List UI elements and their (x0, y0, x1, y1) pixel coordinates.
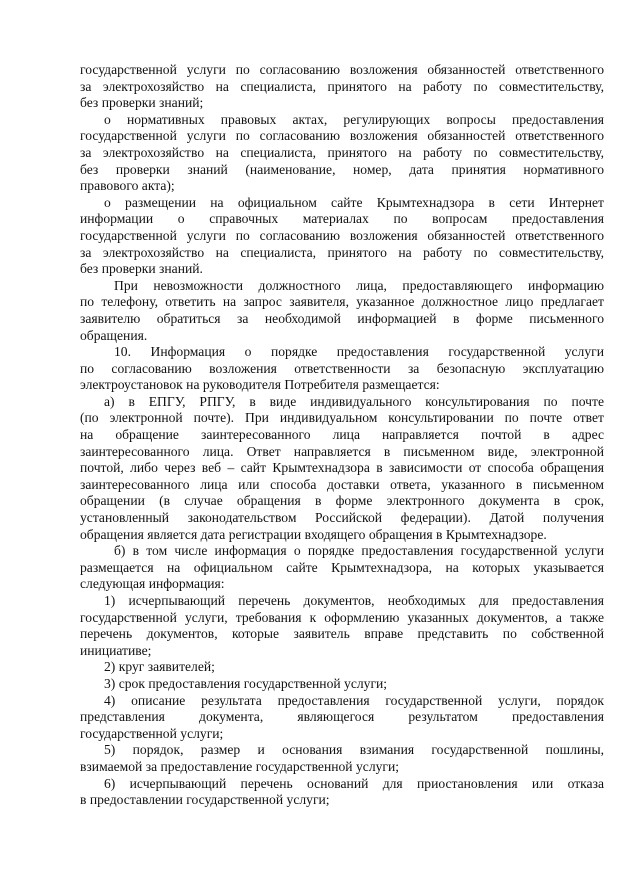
paragraph (80, 676, 604, 693)
text-line: обращения. (80, 327, 148, 343)
text-line: государственной услуги по согласованию возложения обязанностей ответственного (80, 227, 604, 243)
text-line: следующая информация: (80, 576, 225, 592)
text-line: обращения является дата регистрации входящего обращения в Крымтехнадзоре. (80, 526, 547, 542)
paragraph (80, 659, 604, 676)
text-line: за электрохозяйство на специалиста, принятого на работу по совместительству, (80, 78, 604, 94)
text-line: заявителю обратиться за необходимой информацией в форме письменного (80, 310, 604, 326)
text-line: без проверки знаний. (80, 261, 203, 277)
text-line: 10. Информация о порядке предоставления государственной услуги (114, 344, 604, 360)
text-line: 2) круг заявителей; (104, 659, 215, 675)
text-line: за электрохозяйство на специалиста, принятого на работу по совместительству, (80, 244, 604, 260)
text-line: в предоставлении государственной услуги; (80, 792, 330, 808)
text-line: по согласованию возложения ответственности за безопасную эксплуатацию (80, 360, 604, 376)
document-page (80, 62, 604, 809)
text-line: инициативе; (80, 642, 152, 658)
text-line: взимаемой за предоставление государственной услуги; (80, 758, 400, 774)
text-line: на обращение заинтересованного лица направляется почтой в адрес (80, 427, 604, 443)
paragraph (80, 112, 604, 195)
paragraph (80, 394, 604, 543)
text-line: (по электронной почте). При индивидуальном консультировании по почте ответ (80, 410, 604, 426)
text-line: б) в том числе информация о порядке предоставления государственной услуги (114, 543, 604, 559)
paragraph (80, 693, 604, 743)
text-line: за электрохозяйство на специалиста, принятого на работу по совместительству, (80, 144, 604, 160)
text-line: без проверки знаний; (80, 95, 204, 111)
text-line: по телефону, ответить на запрос заявителя, указанное должностное лицо предлагает (80, 294, 604, 310)
text-line: государственной услуги; (80, 725, 224, 741)
text-line: размещается на официальном сайте Крымтехнадзора, на которых указывается (80, 559, 604, 575)
text-line: почтой, либо через веб – сайт Крымтехнадзора в зависимости от способа обращения (80, 460, 604, 476)
text-line: правового акта); (80, 178, 175, 194)
paragraph (80, 543, 604, 593)
text-line: установленный законодательством Российской федерации). Датой получения (80, 510, 604, 526)
text-line: заинтересованного лица. Ответ направляется в письменном виде, электронной (80, 443, 604, 459)
text-line: государственной услуги, требования к оформлению указанных документов, а также (80, 609, 604, 625)
text-line: обращении (в случае обращения в форме электронного документа в срок, (80, 493, 604, 509)
paragraph (80, 776, 604, 809)
paragraph (80, 62, 604, 112)
text-line: а) в ЕПГУ, РПГУ, в виде индивидуального консультирования по почте (104, 393, 604, 409)
text-line: электроустановок на руководителя Потребителя размещается: (80, 377, 440, 393)
text-line: 6) исчерпывающий перечень оснований для приостановления или отказа (104, 775, 604, 791)
text-line: 1) исчерпывающий перечень документов, необходимых для предоставления (104, 593, 604, 608)
text-line: представления документа, являющегося результатом предоставления (80, 709, 604, 725)
paragraph (80, 195, 604, 278)
paragraph (80, 742, 604, 775)
text-line: информации о справочных материалах по вопросам предоставления (80, 211, 604, 227)
paragraph (80, 278, 604, 344)
text-line: государственной услуги по согласованию возложения обязанностей ответственного (80, 128, 604, 144)
text-line: о нормативных правовых актах, регулирующих вопросы предоставления (104, 111, 604, 127)
text-line: государственной услуги по согласованию возложения обязанностей ответственного (80, 62, 604, 77)
text-line: о размещении на официальном сайте Крымтехнадзора в сети Интернет (104, 194, 604, 210)
text-line: без проверки знаний (наименование, номер, дата принятия нормативного (80, 161, 604, 177)
paragraph (80, 593, 604, 659)
text-line: заинтересованного лица или способа доставки ответа, указанного в письменном (80, 476, 604, 492)
text-line: При невозможности должностного лица, предоставляющего информацию (114, 277, 604, 293)
paragraph (80, 344, 604, 394)
text-line: 3) срок предоставления государственной услуги; (104, 675, 388, 691)
text-line: перечень документов, которые заявитель вправе представить по собственной (80, 626, 604, 642)
text-line: 5) порядок, размер и основания взимания государственной пошлины, (104, 742, 604, 758)
text-line: 4) описание результата предоставления государственной услуги, порядок (104, 692, 604, 708)
